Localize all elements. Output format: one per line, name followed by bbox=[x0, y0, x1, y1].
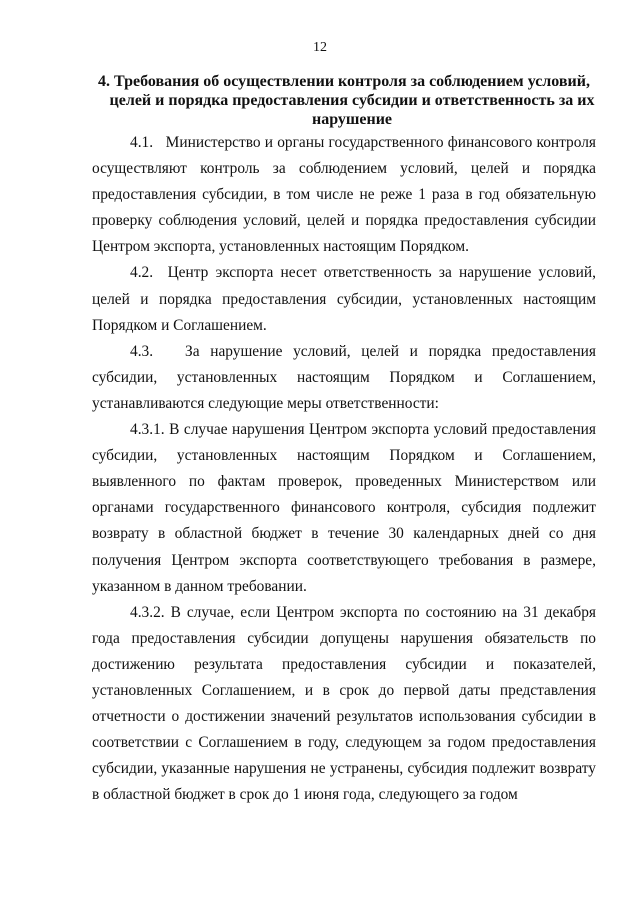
section-heading bbox=[98, 72, 598, 129]
paragraph-4-3-2: 4.3.2. В случае, если Центром экспорта по состоянию на 31 декабря года предоставления субсидии допущены нарушения обязательств по достижению результата предоставления субсидии и показателей, установленных Соглашением, и в срок до первой даты представления отчетности о достижении значений результатов использования субсидии в соответствии с Соглашением в году, следующем за годом предоставления субсидии, указанные нарушения не устранены, субсидия подлежит возврату в областной бюджет в срок до 1 июня года, следующего за годом bbox=[92, 603, 596, 804]
paragraph-4-2: 4.2. Центр экспорта несет ответственность за нарушение условий, целей и порядка предоставления субсидии, установленных настоящим Порядком и Соглашением. bbox=[92, 264, 596, 334]
paragraph-4-1: 4.1. Министерство и органы государственного финансового контроля осуществляют контроль за соблюдением условий, целей и порядка предоставления субсидии, в том числе не реже 1 раза в год обязательную проверку соблюдения условий, целей и порядка предоставления субсидии Центром экспорта, установленных настоящим Порядком. bbox=[92, 134, 596, 256]
page-number: 12 bbox=[313, 40, 327, 55]
paragraph-4-3: 4.3. За нарушение условий, целей и порядка предоставления субсидии, установленных настоящим Порядком и Соглашением, устанавливаются следующие меры ответственности: bbox=[92, 342, 596, 412]
paragraph-4-3-1: 4.3.1. В случае нарушения Центром экспорта условий предоставления субсидии, установленных настоящим Порядком и Соглашением, выявленного по фактам проверок, проведенных Министерством или органами государственного финансового контроля, субсидия подлежит возврату в областной бюджет в течение 30 календарных дней со дня получения Центром экспорта соответствующего требования в размере, указанном в данном требовании. bbox=[92, 421, 596, 595]
section-number: 4. bbox=[98, 73, 110, 90]
document-body bbox=[92, 130, 596, 808]
section-title: Требования об осуществлении контроля за соблюдением условий, целей и порядка предоставления субсидии и ответственность за их нарушение bbox=[109, 73, 595, 128]
